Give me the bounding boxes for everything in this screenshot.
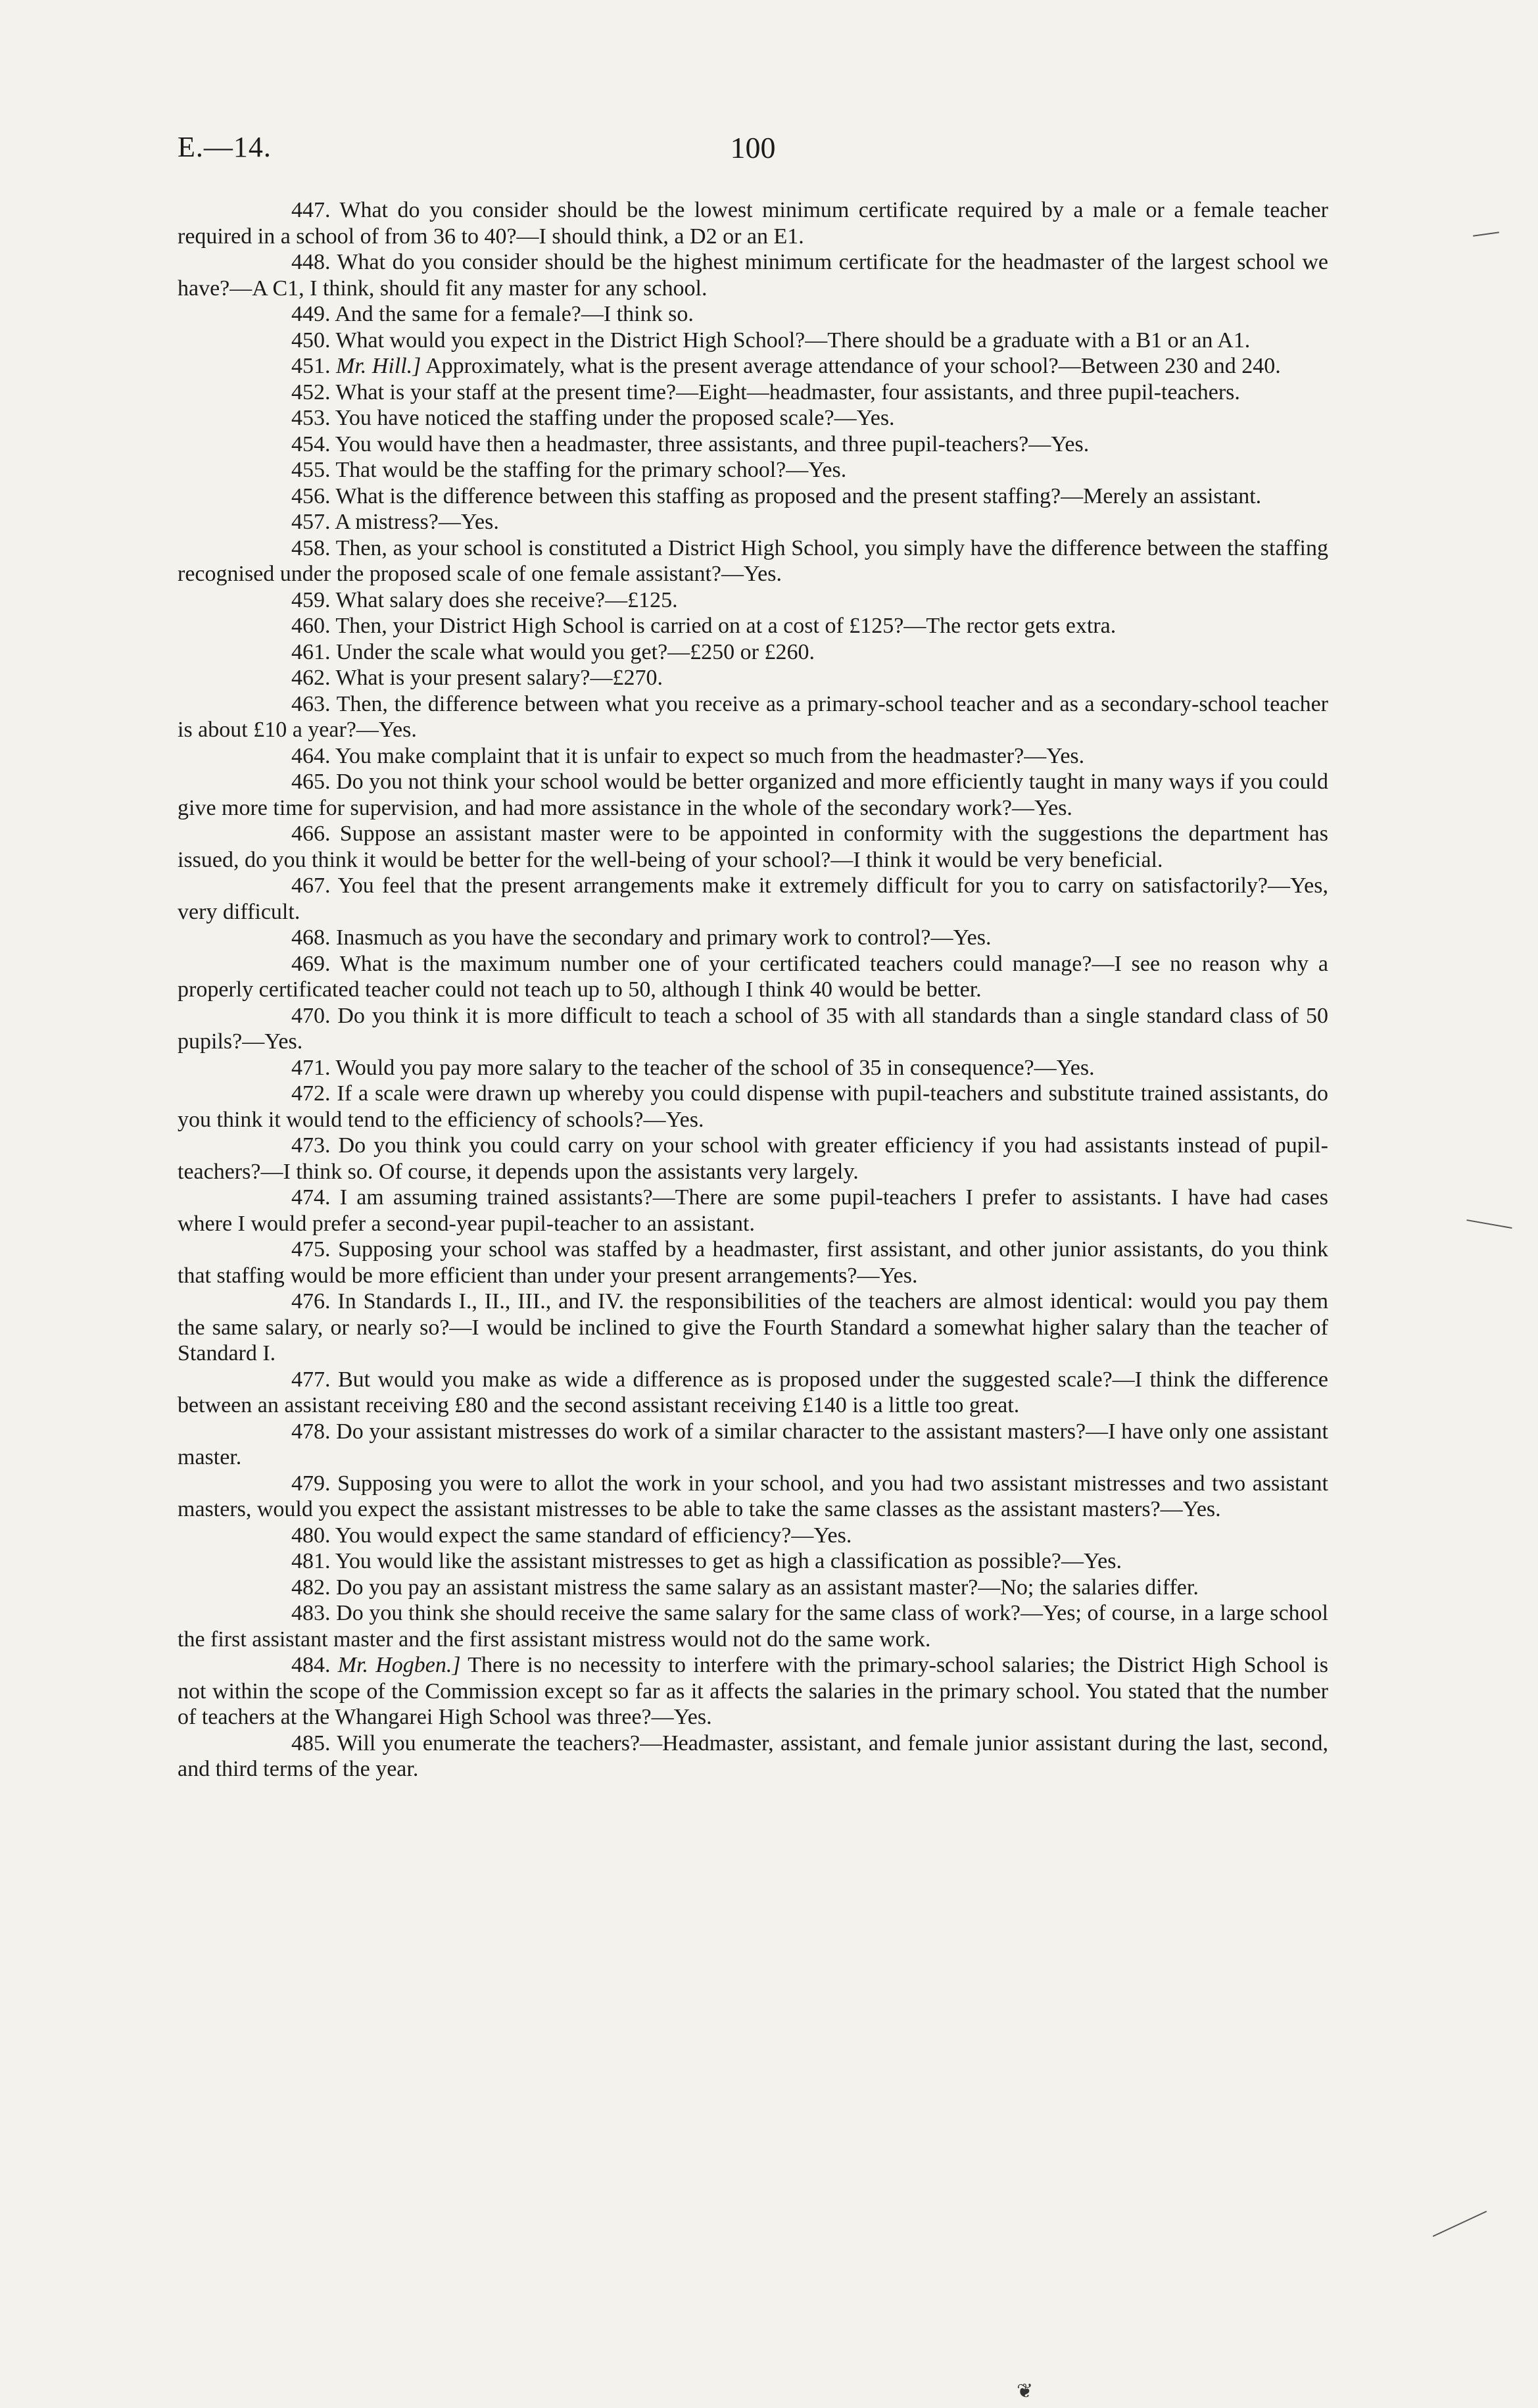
question-number: 449. — [291, 302, 331, 326]
page-number: 100 — [730, 131, 776, 164]
testimony-paragraph — [178, 1652, 1328, 1731]
question-number: 468. — [291, 925, 331, 950]
testimony-paragraph — [178, 873, 1328, 925]
question-number: 485. — [291, 1731, 331, 1756]
question-answer-text: But would you make as wide a difference as is proposed under the suggested scale?—I think the difference between an assistant receiving £80 and the second assistant receiving £140 is a little too great. — [178, 1367, 1328, 1417]
question-answer-text: A mistress?—Yes. — [335, 510, 499, 534]
question-number: 455. — [291, 458, 331, 482]
question-answer-text: What is the difference between this staffing as proposed and the present staffing?—Merely an assistant. — [335, 483, 1262, 508]
question-answer-text: What do you consider should be the lowest minimum certificate required by a male or a female teacher required in a school of from 36 to 40?—I should think, a D2 or an E1. — [178, 198, 1329, 249]
testimony-paragraph — [178, 431, 1328, 458]
testimony-paragraph — [178, 301, 1328, 328]
question-number: 459. — [291, 587, 331, 612]
testimony-paragraph — [178, 1003, 1328, 1055]
testimony-paragraph — [178, 197, 1328, 249]
question-number: 478. — [291, 1419, 331, 1444]
question-answer-text: Will you enumerate the teachers?—Headmaster, assistant, and female junior assistant during the last, second, and third terms of the year. — [178, 1731, 1329, 1781]
question-answer-text: Do you think it is more difficult to teach a school of 35 with all standards than a single standard class of 50 pupils?—Yes. — [178, 1003, 1329, 1054]
question-number: 473. — [291, 1133, 331, 1158]
question-number: 448. — [291, 250, 331, 274]
question-answer-text: And the same for a female?—I think so. — [335, 302, 694, 326]
testimony-paragraph — [178, 1523, 1328, 1549]
question-answer-text: Then, as your school is constituted a District High School, you simply have the difference between the staffing recognised under the proposed scale of one female assistant?—Yes. — [178, 535, 1328, 586]
testimony-body — [178, 197, 1328, 1782]
question-number: 447. — [291, 198, 331, 222]
testimony-paragraph — [178, 1600, 1328, 1652]
testimony-paragraph — [178, 483, 1328, 510]
question-number: 463. — [291, 691, 331, 716]
question-answer-text: Approximately, what is the present average attendance of your school?—Between 230 and 240. — [425, 354, 1281, 378]
testimony-paragraph — [178, 1237, 1328, 1289]
question-answer-text: Do you think you could carry on your school with greater efficiency if you had assistants instead of pupil-teachers?—I think so. Of course, it depends upon the assistants very largely. — [178, 1133, 1329, 1184]
question-answer-text: Do your assistant mistresses do work of a similar character to the assistant masters?—I have only one assistant master. — [178, 1419, 1329, 1469]
testimony-paragraph — [178, 1289, 1328, 1367]
question-number: 460. — [291, 614, 331, 638]
question-number: 470. — [291, 1003, 331, 1028]
question-number: 474. — [291, 1185, 331, 1210]
testimony-paragraph — [178, 1419, 1328, 1471]
testimony-paragraph — [178, 951, 1328, 1003]
question-answer-text: Do you pay an assistant mistress the same salary as an assistant master?—No; the salaries differ. — [336, 1575, 1199, 1600]
testimony-paragraph — [178, 821, 1328, 873]
testimony-paragraph — [178, 249, 1328, 301]
question-number: 456. — [291, 483, 331, 508]
testimony-paragraph — [178, 457, 1328, 483]
testimony-paragraph — [178, 1548, 1328, 1575]
testimony-paragraph — [178, 328, 1328, 354]
question-number: 462. — [291, 666, 331, 690]
question-answer-text: Then, the difference between what you receive as a primary-school teacher and as a secondary-school teacher is about £10 a year?—Yes. — [178, 691, 1328, 742]
testimony-paragraph — [178, 380, 1328, 406]
page-header — [178, 130, 1328, 176]
question-answer-text: You would like the assistant mistresses to get as high a classification as possible?—Yes. — [335, 1549, 1122, 1573]
testimony-paragraph — [178, 1133, 1328, 1185]
question-answer-text: You feel that the present arrangements make it extremely difficult for you to carry on satisfactorily?—Yes, very difficult. — [178, 873, 1328, 924]
question-answer-text: You have noticed the staffing under the proposed scale?—Yes. — [335, 406, 895, 430]
document-code: E.—14. — [178, 131, 272, 163]
footer-ornament: ❦ — [1017, 2380, 1034, 2402]
testimony-paragraph — [178, 1055, 1328, 1081]
question-number: 454. — [291, 431, 331, 456]
question-number: 466. — [291, 822, 331, 846]
testimony-paragraph — [178, 639, 1328, 666]
question-answer-text: What salary does she receive?—£125. — [335, 587, 678, 612]
margin-mark — [1433, 2211, 1487, 2237]
testimony-paragraph — [178, 353, 1328, 380]
testimony-paragraph — [178, 1367, 1328, 1419]
testimony-paragraph — [178, 535, 1328, 587]
testimony-paragraph — [178, 509, 1328, 535]
question-number: 461. — [291, 639, 331, 664]
question-number: 475. — [291, 1237, 331, 1262]
question-answer-text: There is no necessity to interfere with the primary-school salaries; the District High School is not within the scope of the Commission except so far as it affects the salaries in the primary school. You stated that the number of teachers at the Whangarei High School was three?—Yes. — [178, 1653, 1328, 1729]
question-answer-text: That would be the staffing for the primary school?—Yes. — [335, 458, 847, 482]
testimony-paragraph — [178, 613, 1328, 639]
testimony-paragraph — [178, 1185, 1328, 1237]
margin-mark — [1466, 1219, 1512, 1229]
question-answer-text: What is the maximum number one of your certificated teachers could manage?—I see no reason why a properly certificated teacher could not teach up to 50, although I think 40 would be better. — [178, 951, 1328, 1002]
question-answer-text: Do you think she should receive the same salary for the same class of work?—Yes; of course, in a large school the first assistant master and the first assistant mistress would not do the same work. — [178, 1601, 1329, 1652]
question-number: 469. — [291, 951, 331, 976]
question-answer-text: Do you not think your school would be better organized and more efficiently taught in many ways if you could give more time for supervision, and had more assistance in the whole of the secondary work?—Yes. — [178, 770, 1329, 820]
question-number: 464. — [291, 743, 331, 768]
question-number: 467. — [291, 873, 331, 898]
question-answer-text: What is your staff at the present time?—Eight—headmaster, four assistants, and three pupil-teachers. — [335, 380, 1240, 405]
question-answer-text: You would have then a headmaster, three assistants, and three pupil-teachers?—Yes. — [335, 431, 1090, 456]
question-number: 450. — [291, 328, 331, 353]
speaker-name: Mr. Hill.] — [336, 354, 421, 378]
question-number: 472. — [291, 1081, 331, 1106]
question-answer-text: Supposing you were to allot the work in your school, and you had two assistant mistresses and two assistant masters, would you expect the assistant mistresses to be able to take the same classes as the assistant masters?—Yes. — [178, 1471, 1328, 1521]
question-number: 483. — [291, 1601, 331, 1625]
question-answer-text: You make complaint that it is unfair to expect so much from the headmaster?—Yes. — [335, 743, 1085, 768]
question-number: 451. — [291, 354, 331, 378]
question-answer-text: What would you expect in the District High School?—There should be a graduate with a B1 or an A1. — [335, 328, 1251, 353]
question-answer-text: In Standards I., II., III., and IV. the responsibilities of the teachers are almost identical: would you pay them the same salary, or nearly so?—I would be inclined to give the Fourth Standard a somewhat higher salary than the teacher of Standard I. — [178, 1289, 1329, 1365]
margin-mark — [1473, 232, 1499, 237]
testimony-paragraph — [178, 1575, 1328, 1601]
question-answer-text: Then, your District High School is carried on at a cost of £125?—The rector gets extra. — [335, 614, 1117, 638]
question-answer-text: You would expect the same standard of efficiency?—Yes. — [335, 1523, 852, 1548]
question-answer-text: Supposing your school was staffed by a headmaster, first assistant, and other junior assistants, do you think that staffing would be more efficient than under your present arrangements?—Yes. — [178, 1237, 1328, 1288]
question-number: 457. — [291, 510, 331, 534]
testimony-paragraph — [178, 1731, 1328, 1782]
question-answer-text: What is your present salary?—£270. — [335, 666, 663, 690]
question-number: 476. — [291, 1289, 331, 1314]
testimony-paragraph — [178, 665, 1328, 691]
question-number: 480. — [291, 1523, 331, 1548]
testimony-paragraph — [178, 1471, 1328, 1523]
question-number: 481. — [291, 1549, 331, 1573]
testimony-paragraph — [178, 743, 1328, 770]
question-number: 465. — [291, 770, 331, 794]
testimony-paragraph — [178, 1081, 1328, 1133]
question-answer-text: Would you pay more salary to the teacher of the school of 35 in consequence?—Yes. — [335, 1055, 1095, 1080]
question-number: 482. — [291, 1575, 331, 1600]
testimony-paragraph — [178, 587, 1328, 614]
question-number: 477. — [291, 1367, 331, 1392]
testimony-paragraph — [178, 769, 1328, 821]
question-answer-text: Under the scale what would you get?—£250 or £260. — [336, 639, 815, 664]
testimony-paragraph — [178, 691, 1328, 743]
question-number: 452. — [291, 380, 331, 405]
question-number: 458. — [291, 535, 331, 560]
question-answer-text: Inasmuch as you have the secondary and primary work to control?—Yes. — [336, 925, 992, 950]
question-number: 484. — [291, 1653, 331, 1677]
testimony-paragraph — [178, 925, 1328, 951]
question-answer-text: Suppose an assistant master were to be appointed in conformity with the suggestions the department has issued, do you think it would be better for the well-being of your school?—I think it would be very beneficial. — [178, 822, 1328, 872]
speaker-name: Mr. Hogben.] — [337, 1653, 461, 1677]
question-answer-text: I am assuming trained assistants?—There are some pupil-teachers I prefer to assistants. I have had cases where I would prefer a second-year pupil-teacher to an assistant. — [178, 1185, 1328, 1236]
question-number: 453. — [291, 406, 331, 430]
question-number: 471. — [291, 1055, 331, 1080]
question-answer-text: If a scale were drawn up whereby you could dispense with pupil-teachers and substitute trained assistants, do you think it would tend to the efficiency of schools?—Yes. — [178, 1081, 1328, 1132]
testimony-paragraph — [178, 405, 1328, 431]
question-number: 479. — [291, 1471, 331, 1496]
question-answer-text: What do you consider should be the highest minimum certificate for the headmaster of the largest school we have?—A C1, I think, should fit any master for any school. — [178, 250, 1328, 301]
